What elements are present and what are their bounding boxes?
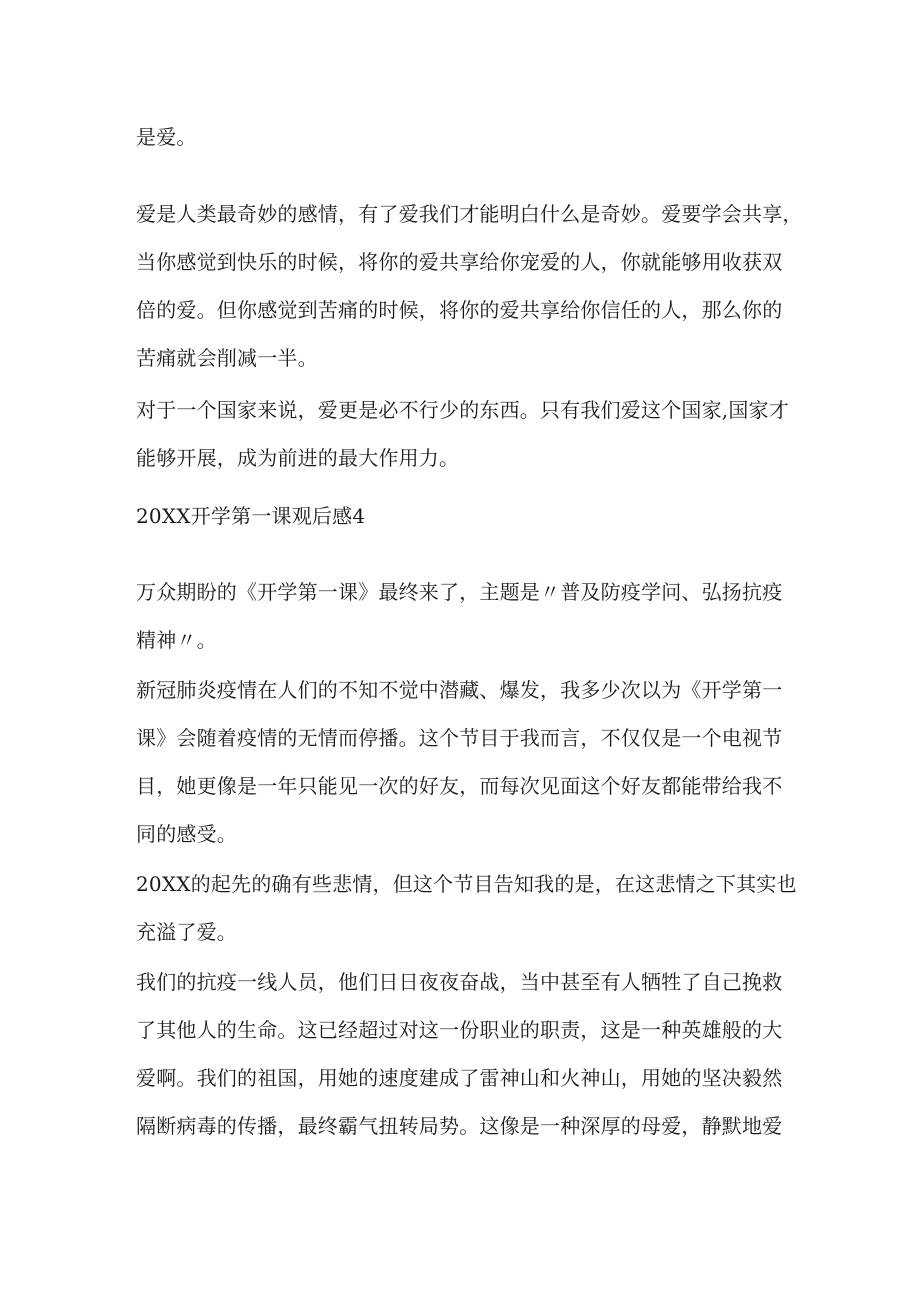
text-line: 了其他人的生命。这已经超过对这一份职业的职责，这是一种英雄般的大	[136, 1018, 783, 1042]
text-line: 当你感觉到快乐的时候，将你的爱共享给你宠爱的人，你就能够用收获双	[136, 250, 783, 274]
text-line: 同的感受。	[136, 822, 237, 846]
text-line: 充溢了爱。	[136, 920, 237, 944]
text-line: 万众期盼的《开学第一课》最终来了，主题是〃普及防疫学问、弘扬抗疫	[136, 580, 783, 604]
section-heading: 20XX开学第一课观后感4	[136, 504, 366, 528]
text-line: 隔断病毒的传播，最终霸气扭转局势。这像是一种深厚的母爱，静默地爱	[136, 1114, 783, 1138]
text-line: 是爱。	[136, 125, 197, 149]
text-line: 爱啊。我们的祖国，用她的速度建成了雷神山和火神山，用她的坚决毅然	[136, 1066, 783, 1090]
text-line: 苦痛就会削减一半。	[136, 346, 318, 370]
text-line: 20XX的起先的确有些悲情，但这个节目告知我的是，在这悲情之下其实也	[136, 872, 797, 896]
text-line: 我们的抗疫一线人员，他们日日夜夜奋战，当中甚至有人牺牲了自己挽救	[136, 970, 783, 994]
text-line: 精神〃。	[136, 628, 217, 652]
text-line: 对于一个国家来说，爱更是必不行少的东西。只有我们爱这个国家,国家才	[136, 398, 789, 422]
text-line: 目，她更像是一年只能见一次的好友，而每次见面这个好友都能带给我不	[136, 774, 783, 798]
text-line: 爱是人类最奇妙的感情，有了爱我们才能明白什么是奇妙。爱要学会共享，	[136, 202, 803, 226]
text-line: 课》会随着疫情的无情而停播。这个节目于我而言，不仅仅是一个电视节	[136, 726, 783, 750]
text-line: 倍的爱。但你感觉到苦痛的时候，将你的爱共享给你信任的人，那么你的	[136, 298, 783, 322]
text-line: 新冠肺炎疫情在人们的不知不觉中潜藏、爆发，我多少次以为《开学第一	[136, 678, 783, 702]
text-line: 能够开展，成为前进的最大作用力。	[136, 446, 460, 470]
